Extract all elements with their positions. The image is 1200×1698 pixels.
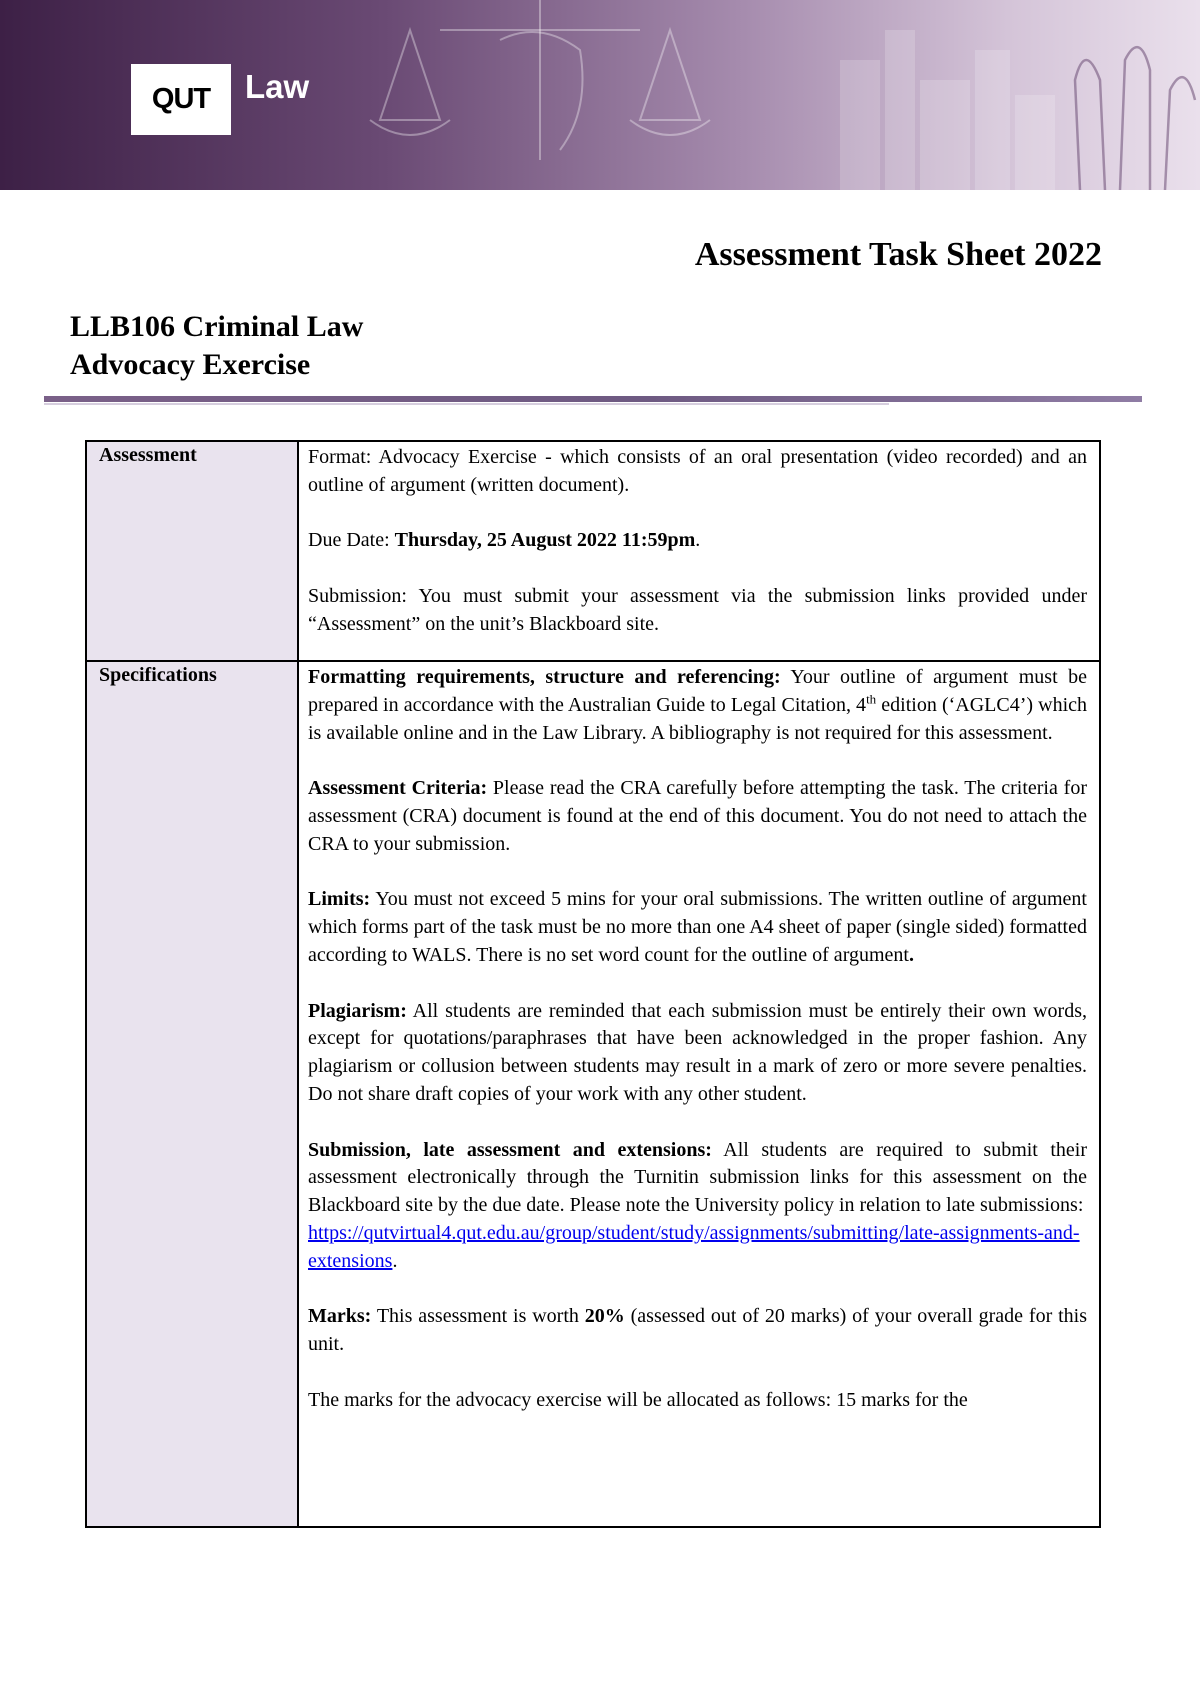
marks-text-a: This assessment is worth [371, 1305, 585, 1328]
formatting-superscript: th [866, 691, 877, 707]
due-date-value: Thursday, 25 August 2022 11:59pm [394, 529, 696, 552]
specifications-row [86, 661, 1100, 1527]
submission-text: Submission: You must submit your assessment via the submission links provided under “Assessment” on the unit’s Blackboard site. [308, 584, 1087, 635]
assessment-table [85, 440, 1101, 1528]
submission-policy-text: All students are required to submit their assessment electronically through the Turnitin submission links for this assessment on the Blackboard site by the due date. Please note the University policy in relation to late submissions: [308, 1138, 1087, 1217]
assessment-row [86, 441, 1100, 661]
assessment-content [298, 441, 1100, 661]
limits-text: You must not exceed 5 mins for your oral submissions. The written outline of argument which forms part of the task must be no more than one A4 sheet of paper (single sided) formatted according to WALS. There is no set word count for the outline of argument [308, 888, 1087, 966]
formatting-text-a: Your outline of argument must be prepared in accordance with the Australian Guide to Legal Citation, 4 [308, 666, 1087, 716]
marks-paragraph [308, 1303, 1087, 1359]
logo-text: QUT [151, 83, 211, 115]
format-text: Format: Advocacy Exercise - which consists of an oral presentation (video recorded) and an outline of argument (written document). [308, 446, 1087, 496]
due-date [308, 527, 1087, 555]
task-name: Advocacy Exercise [70, 348, 311, 381]
marks-percent: 20% [584, 1305, 625, 1328]
plagiarism-paragraph [308, 998, 1087, 1109]
specifications-label: Specifications [86, 661, 298, 1527]
submission-paragraph [308, 1137, 1087, 1276]
plagiarism-text: All students are reminded that each submission must be entirely their own words, except for quotations/paraphrases that have been acknowledged in the proper fashion. Any plagiarism or collusion between students may result in a mark of zero or more severe penalties. Do not share draft copies of your work with any other student. [308, 999, 1087, 1105]
assessment-label: Assessment [86, 441, 298, 661]
formatting-text-b: edition (‘AGLC4’) which is available online and in the Law Library. A bibliography is not required for this assessment. [308, 693, 1087, 744]
sheet-title: Assessment Task Sheet 2022 [694, 236, 1102, 273]
limits-paragraph [308, 886, 1087, 969]
specifications-content [298, 661, 1100, 1527]
marks-heading: Marks: [308, 1305, 372, 1328]
criteria-paragraph [308, 775, 1087, 858]
criteria-heading: Assessment Criteria: [308, 777, 488, 800]
marks-text-b: (assessed out of 20 marks) of your overall grade for this unit. [308, 1305, 1087, 1356]
formatting-paragraph [308, 664, 1087, 747]
submission-end: . [392, 1249, 398, 1272]
unit-title [70, 308, 363, 384]
plagiarism-heading: Plagiarism: [308, 999, 407, 1022]
formatting-heading: Formatting requirements, structure and referencing: [308, 666, 781, 688]
due-date-label: Due Date: [308, 529, 395, 552]
qut-logo [131, 64, 231, 135]
allocation-paragraph: The marks for the advocacy exercise will be allocated as follows: 15 marks for the [308, 1388, 968, 1411]
limits-end: . [908, 943, 914, 966]
submission-heading: Submission, late assessment and extensions: [308, 1138, 712, 1161]
limits-heading: Limits: [308, 888, 371, 911]
criteria-text: Please read the CRA carefully before attempting the task. The criteria for assessment (CRA) document is found at the end of this document. You do not need to attach the CRA to your submission. [308, 777, 1087, 855]
unit-code-name: LLB106 Criminal Law [70, 310, 364, 343]
faculty-name: Law [245, 68, 310, 105]
header-banner [0, 0, 1200, 190]
header-divider-shadow [44, 403, 889, 405]
late-submission-link[interactable]: https://qutvirtual4.qut.edu.au/group/student/study/assignments/submitting/late-assignments-and-extensions [308, 1221, 1080, 1272]
due-date-end: . [695, 529, 701, 552]
header-divider [44, 396, 1142, 402]
